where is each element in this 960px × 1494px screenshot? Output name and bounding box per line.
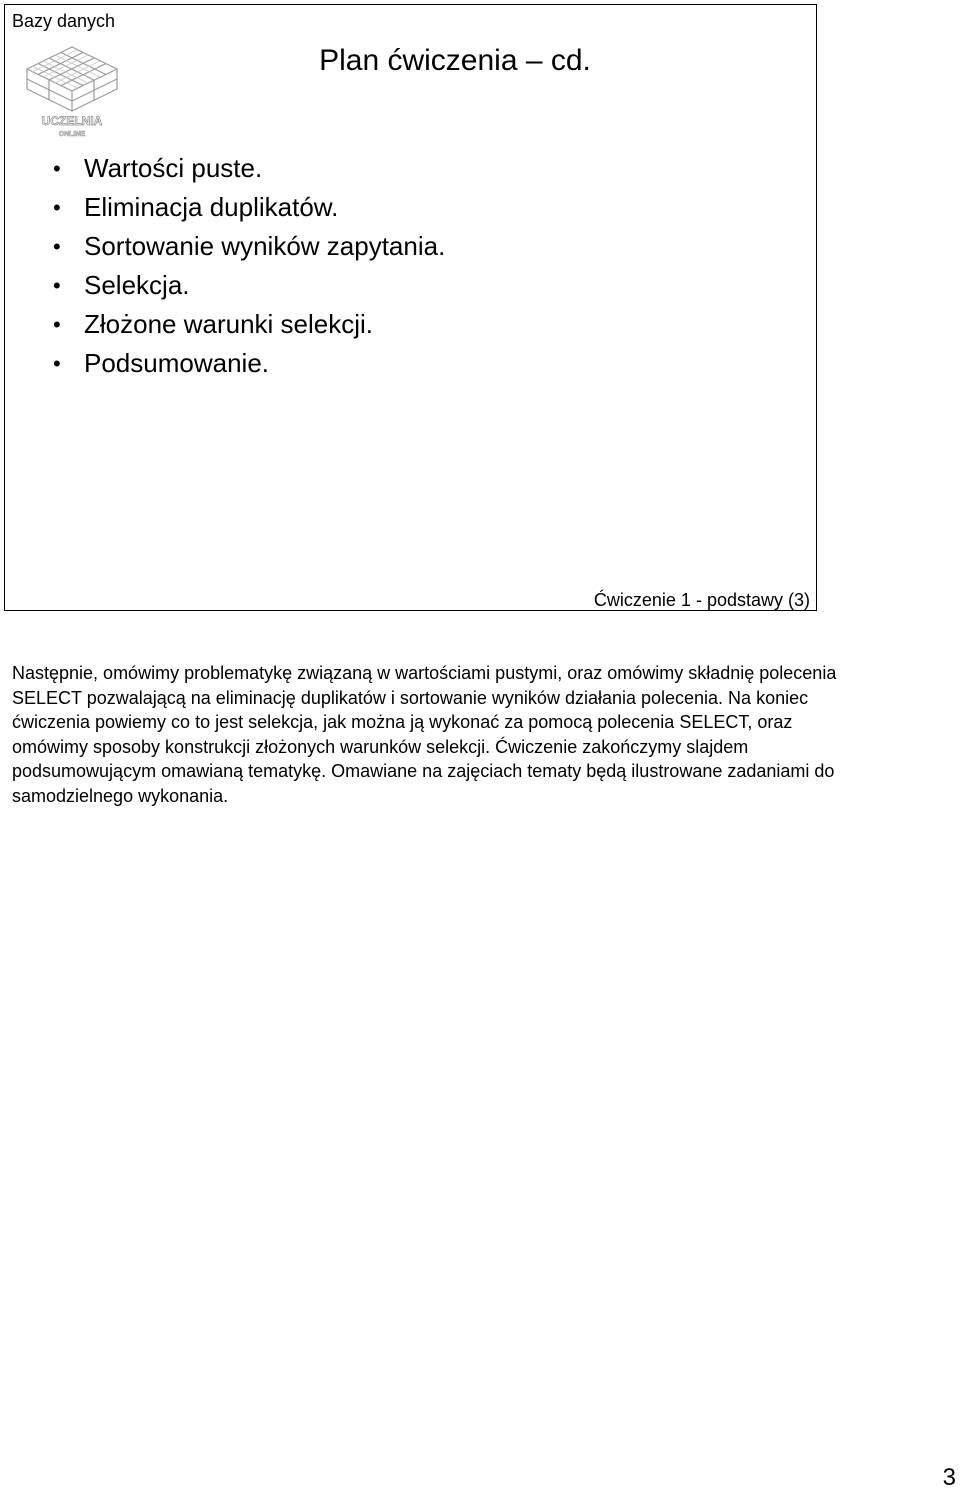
bullet-icon: • bbox=[53, 195, 61, 220]
list-item bbox=[50, 227, 445, 266]
speaker-notes: Następnie, omówimy problematykę związaną w wartościami pustymi, oraz omówimy składnię polecenia SELECT pozwalającą na eliminację duplikatów i sortowanie wyników działania polecenia. Na koniec ćwiczenia powiemy co to jest selekcja, jak można ją wykonać za pomocą polecenia SELECT, oraz omówimy sposoby konstrukcji złożonych warunków selekcji. Ćwiczenie zakończymy slajdem podsumowującym omawianą tematykę. Omawiane na zajęciach tematy będą ilustrowane zadaniami do samodzielnego wykonania. bbox=[12, 663, 837, 806]
bullet-icon: • bbox=[53, 156, 61, 181]
list-item bbox=[50, 344, 445, 383]
bullet-icon: • bbox=[53, 273, 61, 298]
list-item-text: Podsumowanie. bbox=[84, 348, 269, 378]
bullet-list bbox=[50, 149, 445, 383]
list-item-text: Złożone warunki selekcji. bbox=[84, 309, 374, 339]
list-item-text: Wartości puste. bbox=[84, 153, 263, 183]
slide-footer: Ćwiczenie 1 - podstawy (3) bbox=[593, 590, 810, 610]
course-name: Bazy danych bbox=[12, 11, 116, 31]
bullet-icon: • bbox=[53, 234, 61, 259]
list-item-text: Sortowanie wyników zapytania. bbox=[84, 231, 446, 261]
bullet-icon: • bbox=[53, 351, 61, 376]
slide-title: Plan ćwiczenia – cd. bbox=[319, 44, 591, 77]
bullet-icon: • bbox=[53, 312, 61, 337]
list-item-text: Eliminacja duplikatów. bbox=[84, 192, 339, 222]
list-item bbox=[50, 305, 445, 344]
list-item bbox=[50, 188, 445, 227]
page-number: 3 bbox=[942, 1464, 956, 1491]
list-item bbox=[50, 266, 445, 305]
list-item bbox=[50, 149, 445, 188]
svg-text:UCZELNIA: UCZELNIA bbox=[41, 114, 103, 128]
svg-text:ONLINE: ONLINE bbox=[58, 131, 86, 138]
list-item-text: Selekcja. bbox=[84, 270, 190, 300]
slide-frame bbox=[4, 4, 817, 611]
